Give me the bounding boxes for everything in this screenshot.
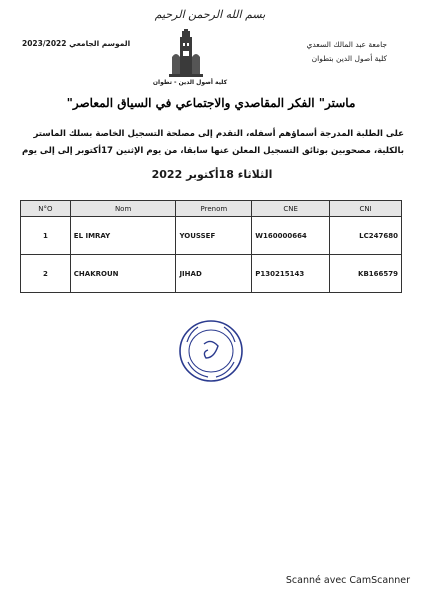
scanner-watermark: Scanné avec CamScanner	[285, 575, 410, 586]
college-logo-icon	[169, 29, 203, 79]
cell-prenom: YOUSSEF	[176, 217, 252, 255]
cell-no: 2	[21, 255, 71, 293]
students-table	[20, 200, 402, 293]
college-caption: كلية أصول الدين - تطوان	[152, 79, 228, 86]
table-row	[21, 255, 402, 293]
cell-cne: P130215143	[252, 255, 330, 293]
university-block	[307, 38, 388, 66]
college-name: كلية أصول الدين بتطوان	[311, 54, 387, 63]
academic-year: الموسم الجامعي 2023/2022	[22, 39, 131, 48]
col-header-prenom: Prenom	[176, 201, 252, 217]
cell-cni: KB166579	[330, 255, 402, 293]
col-header-nom: Nom	[70, 201, 176, 217]
table-row	[21, 217, 402, 255]
deadline-date: الثلاثاء 18أكتوبر 2022	[151, 168, 273, 181]
official-stamp-icon	[178, 318, 244, 384]
university-name: جامعة عبد المالك السعدي	[306, 40, 387, 49]
basmala-header: بسم الله الرحمن الرحيم	[154, 8, 266, 21]
cell-cni: LC247680	[330, 217, 402, 255]
col-header-no: N°O	[21, 201, 71, 217]
cell-nom: CHAKROUN	[70, 255, 176, 293]
cell-no: 1	[21, 217, 71, 255]
cell-prenom: JIHAD	[176, 255, 252, 293]
table-header-row	[21, 201, 402, 217]
cell-cne: W160000664	[252, 217, 330, 255]
cell-nom: EL IMRAY	[70, 217, 176, 255]
col-header-cni: CNI	[330, 201, 402, 217]
announcement-paragraph: على الطلبة المدرجة أسماؤهم أسفله، التقدم إلى مصلحة التسجيل الخاصة بسلك الماستر بالكلية، مصحوبين بوثائق التسجيل المعلن عنها سابقا، من يوم الإثنين 17أكتوبر إلى إلى يوم	[22, 129, 404, 156]
col-header-cne: CNE	[252, 201, 330, 217]
page-title: ماستر" الفكر المقاصدي والاجتماعي في السياق المعاصر"	[66, 96, 356, 110]
